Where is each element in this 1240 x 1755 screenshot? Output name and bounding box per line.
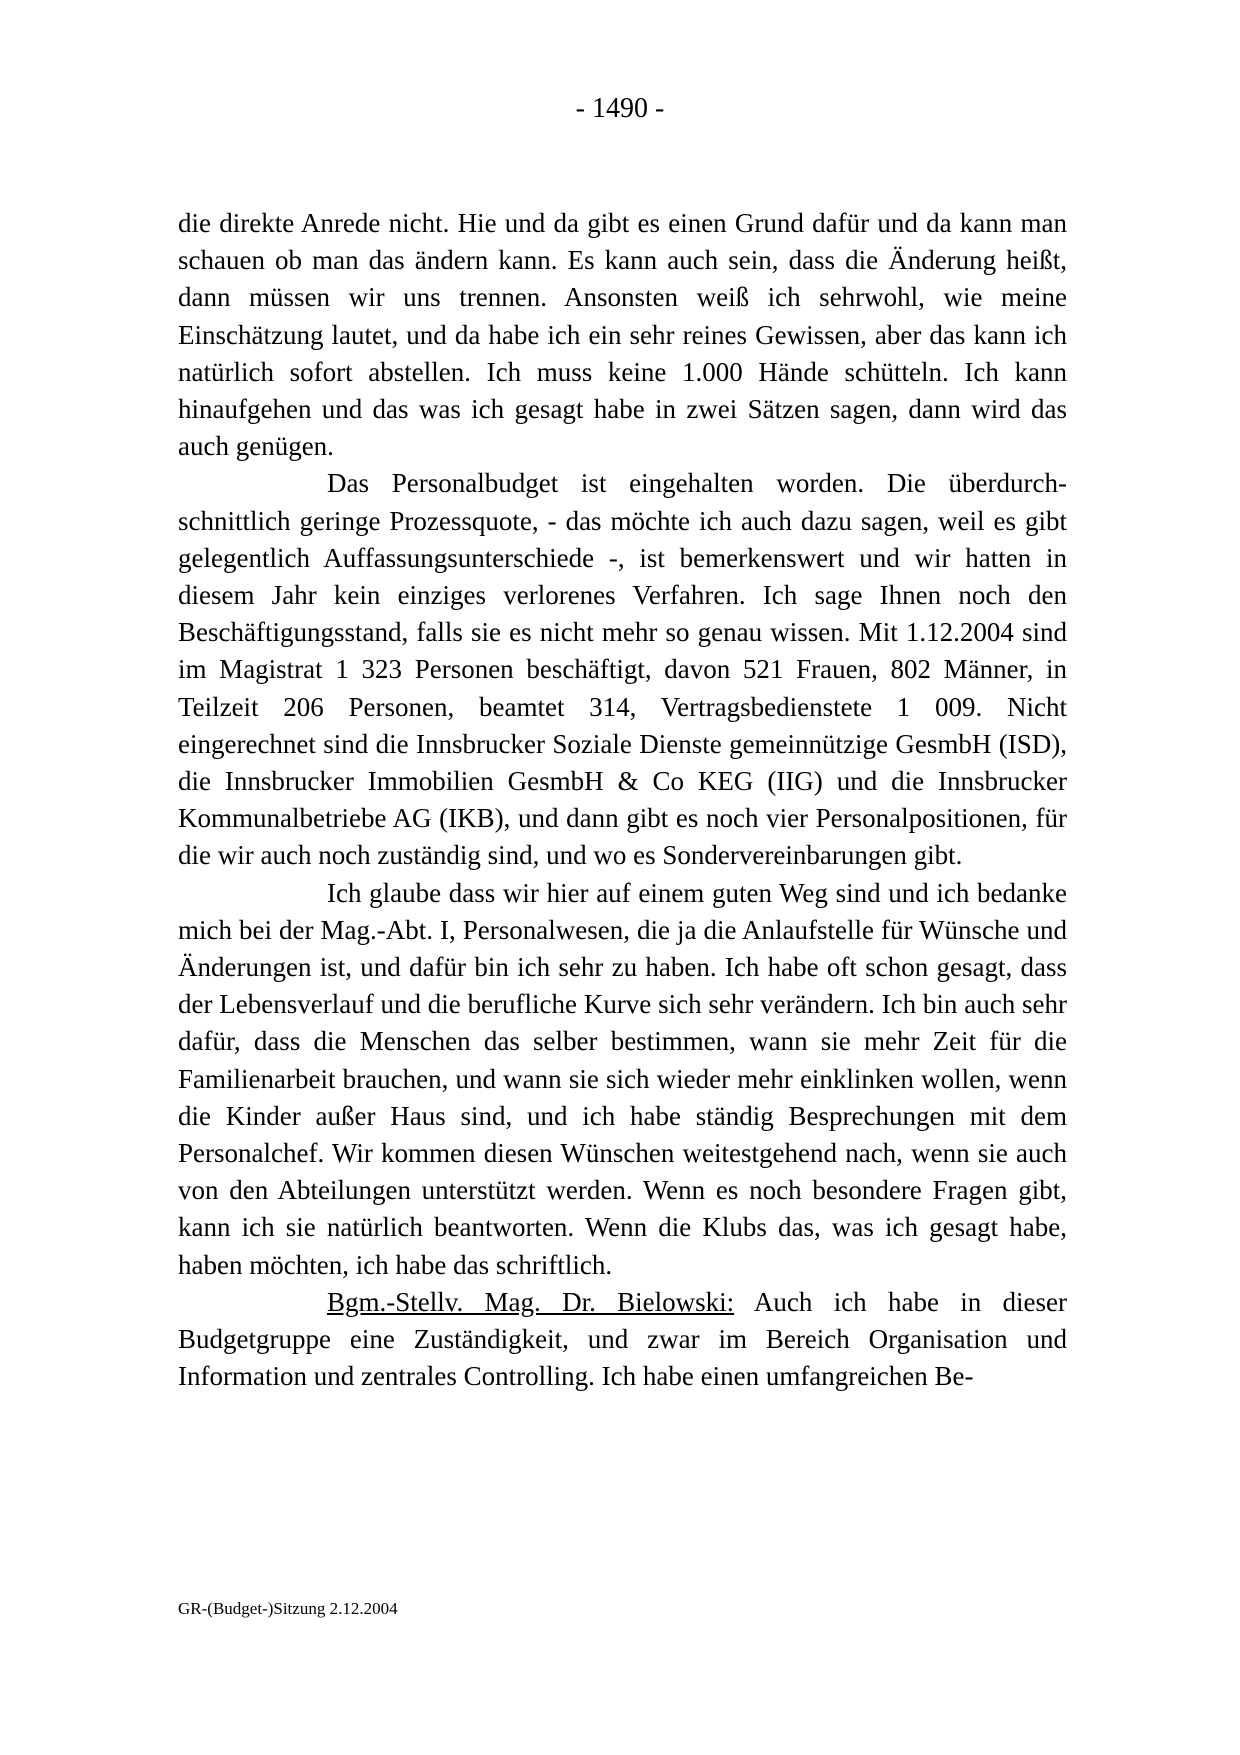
body-text — [178, 205, 1067, 1396]
paragraph-4-text: Auch ich habe in dieser Budgetgruppe eine Zuständigkeit, und zwar im Bereich Organisation und Information und zentrales Controlling. Ich habe einen umfangreichen Be- — [178, 1286, 1067, 1392]
paragraph-1: die direkte Anrede nicht. Hie und da gibt es einen Grund dafür und da kann man schauen ob man das ändern kann. Es kann auch sein, dass die Änderung heißt, dann müssen wir uns trennen. Ansonsten weiß ich sehrwohl, wie meine Einschätzung lautet, und da habe ich ein sehr reines Gewissen, aber das kann ich natürlich sofort abstellen. Ich muss keine 1.000 Hände schütteln. Ich kann hinaufgehen und das was ich gesagt habe in zwei Sätzen sagen, dann wird das auch genügen. — [178, 208, 1067, 462]
paragraph-2: Das Personalbudget ist eingehalten worden. Die überdurchschnittlich geringe Prozessquote, - das möchte ich auch dazu sagen, weil es gibt gelegentlich Auffassungsunterschiede -, ist bemerkenswert und wir hatten in diesem Jahr kein einziges verlorenes Verfahren. Ich sage Ihnen noch den Beschäftigungsstand, falls sie es nicht mehr so genau wissen. Mit 1.12.2004 sind im Magistrat 1 323 Personen beschäftigt, davon 521 Frauen, 802 Männer, in Teilzeit 206 Personen, beamtet 314, Vertragsbedienstete 1 009. Nicht eingerechnet sind die Innsbrucker Soziale Dienste gemeinnützige GesmbH (ISD), die Innsbrucker Immobilien GesmbH & Co KEG (IIG) und die Innsbrucker Kommunalbetriebe AG (IKB), und dann gibt es noch vier Personalpositionen, für die wir auch noch zuständig sind, und wo es Sondervereinbarungen gibt. — [178, 468, 1067, 871]
paragraph-4 — [178, 1284, 1067, 1396]
footer-session: GR-(Budget-)Sitzung 2.12.2004 — [178, 1599, 398, 1618]
paragraph-3: Ich glaube dass wir hier auf einem guten Weg sind und ich bedanke mich bei der Mag.-Abt. I, Personalwesen, die ja die Anlaufstelle für Wünsche und Änderungen ist, und dafür bin ich sehr zu haben. Ich habe oft schon gesagt, dass der Lebensverlauf und die berufliche Kurve sich sehr verändern. Ich bin auch sehr dafür, dass die Menschen das selber bestimmen, wann sie mehr Zeit für die Familienarbeit brauchen, und wann sie sich wieder mehr einklinken wollen, wenn die Kinder außer Haus sind, und ich habe ständig Besprechungen mit dem Personalchef. Wir kommen diesen Wünschen weitestgehend nach, wenn sie auch von den Abteilungen unterstützt werden. Wenn es noch besondere Fragen gibt, kann ich sie natürlich beantworten. Wenn die Klubs das, was ich gesagt habe, haben möchten, ich habe das schriftlich. — [178, 877, 1067, 1280]
page-number: - 1490 - — [575, 93, 665, 124]
speaker-name: Bgm.-Stellv. Mag. Dr. Bielowski: — [327, 1286, 735, 1317]
